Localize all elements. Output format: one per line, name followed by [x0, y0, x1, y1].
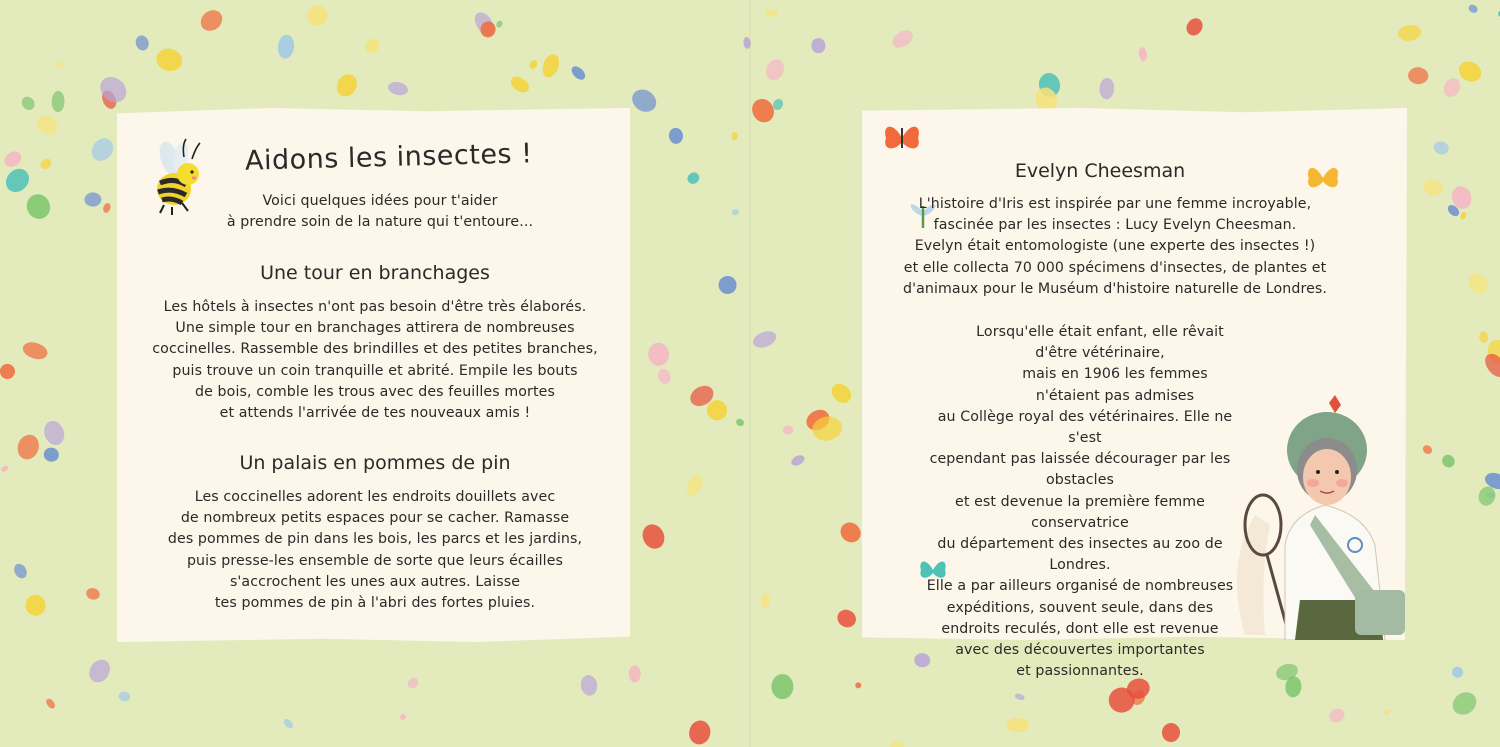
- insect-decoration: [50, 90, 66, 113]
- insect-decoration: [35, 114, 57, 137]
- insect-decoration: [1423, 445, 1432, 454]
- body-line: Lorsqu'elle était enfant, elle rêvait d'être vétérinaire,: [976, 324, 1224, 362]
- insect-decoration: [118, 690, 132, 704]
- intro-text: [190, 191, 570, 233]
- insect-decoration: [1, 164, 33, 196]
- section-body: [140, 487, 610, 614]
- insect-decoration: [39, 158, 52, 170]
- body-line: d'animaux pour le Muséum d'histoire naturelle de Londres.: [902, 280, 1328, 297]
- body-line: et est devenue la première femme conservatrice: [954, 493, 1206, 531]
- insect-decoration: [154, 46, 185, 75]
- insect-decoration: [1284, 676, 1301, 698]
- body-line: L'histoire d'Iris est inspirée par une femme incroyable,: [918, 196, 1312, 212]
- insect-decoration: [0, 361, 18, 382]
- body-line: endroits reculés, dont elle est revenue: [941, 620, 1219, 637]
- insect-decoration: [1451, 691, 1477, 717]
- body-line: mais en 1906 les femmes n'étaient pas admises: [1022, 366, 1208, 404]
- insect-decoration: [45, 697, 57, 710]
- insect-decoration: [43, 447, 60, 463]
- insect-decoration: [15, 433, 42, 461]
- insect-decoration: [399, 713, 407, 721]
- section-body: [140, 297, 610, 424]
- body-line: Evelyn était entomologiste (une experte des insectes !): [914, 238, 1316, 255]
- insect-decoration: [758, 593, 772, 610]
- insect-decoration: [1184, 16, 1207, 40]
- insect-decoration: [764, 7, 779, 18]
- insect-decoration: [101, 201, 112, 213]
- insect-decoration: [495, 19, 505, 28]
- biography-paragraph-2: [920, 322, 1240, 682]
- body-line: cependant pas laissée décourager par les obstacles: [929, 451, 1231, 489]
- insect-decoration: [579, 673, 600, 696]
- body-line: de nombreux petits espaces pour se cacher. Ramasse: [180, 510, 570, 527]
- insect-decoration: [734, 417, 745, 427]
- body-line: avec des découvertes importantes: [955, 642, 1205, 659]
- insect-decoration: [55, 60, 64, 69]
- insect-decoration: [1014, 692, 1025, 702]
- body-line: fascinée par les insectes : Lucy Evelyn Cheesman.: [933, 217, 1297, 234]
- insect-decoration: [1459, 211, 1467, 221]
- insect-decoration: [686, 170, 702, 186]
- insect-decoration: [13, 562, 28, 579]
- insect-decoration: [828, 380, 855, 407]
- body-line: expéditions, souvent seule, dans des: [946, 599, 1214, 616]
- insect-decoration: [85, 586, 101, 600]
- body-line: des pommes de pin dans les bois, les parcs et les jardins,: [167, 531, 583, 548]
- insect-decoration: [765, 59, 783, 80]
- insect-decoration: [82, 189, 103, 210]
- body-line: Une simple tour en branchages attirera de nombreuses: [175, 320, 575, 337]
- body-line: Elle a par ailleurs organisé de nombreuses: [926, 578, 1234, 595]
- body-line: au Collège royal des vétérinaires. Elle ne s'est: [937, 408, 1233, 447]
- insect-decoration: [686, 719, 712, 747]
- insect-decoration: [21, 97, 36, 111]
- body-line: tes pommes de pin à l'abri des fortes pluies.: [214, 595, 536, 612]
- insect-decoration: [772, 674, 794, 699]
- section-heading: Un palais en pommes de pin: [239, 452, 511, 474]
- book-gutter: [749, 0, 751, 747]
- insect-decoration: [21, 339, 50, 364]
- insect-decoration: [811, 38, 825, 54]
- insect-decoration: [1479, 331, 1489, 343]
- body-line: Les coccinelles adorent les endroits douillets avec: [194, 489, 556, 505]
- insect-decoration: [629, 85, 659, 116]
- biography-paragraph-1: [895, 194, 1335, 300]
- intro-line: à prendre soin de la nature qui t'entoure...: [226, 214, 534, 231]
- insect-decoration: [647, 341, 671, 367]
- insect-decoration: [730, 131, 739, 141]
- insect-decoration: [1443, 77, 1461, 97]
- insect-decoration: [628, 665, 640, 682]
- body-line: et passionnantes.: [1016, 663, 1144, 680]
- insect-decoration: [1327, 706, 1346, 726]
- insect-decoration: [891, 29, 917, 50]
- intro-line: Voici quelques idées pour t'aider: [262, 193, 498, 209]
- insect-decoration: [1, 465, 10, 473]
- insect-decoration: [39, 417, 70, 448]
- insect-decoration: [773, 99, 783, 110]
- insect-decoration: [362, 36, 382, 56]
- evelyn-cheesman-portrait: [1215, 395, 1410, 640]
- insect-decoration: [87, 136, 116, 164]
- section-heading: Evelyn Cheesman: [1014, 160, 1186, 182]
- insect-decoration: [658, 369, 672, 385]
- insect-decoration: [789, 453, 805, 468]
- page-title: Aidons les insectes !: [244, 138, 533, 177]
- yellow-butterfly-icon: [1305, 162, 1341, 194]
- insect-decoration: [387, 78, 411, 98]
- insect-decoration: [836, 518, 865, 546]
- insect-decoration: [282, 717, 294, 730]
- insect-decoration: [1497, 9, 1500, 18]
- insect-decoration: [1482, 350, 1500, 381]
- insect-decoration: [508, 74, 531, 96]
- insect-decoration: [1469, 273, 1488, 294]
- insect-decoration: [540, 52, 562, 79]
- butterfly-icon: [882, 120, 922, 156]
- insect-decoration: [407, 677, 419, 690]
- insect-decoration: [834, 606, 859, 630]
- insect-decoration: [88, 659, 110, 684]
- insect-decoration: [333, 70, 361, 100]
- section-heading: Une tour en branchages: [260, 262, 490, 284]
- insect-decoration: [1162, 722, 1182, 743]
- insect-decoration: [1097, 76, 1117, 101]
- insect-decoration: [668, 127, 683, 144]
- insect-decoration: [1384, 709, 1390, 714]
- insect-decoration: [305, 2, 331, 29]
- insect-decoration: [1451, 666, 1464, 679]
- body-line: puis presse-les ensemble de sorte que leurs écailles: [186, 552, 564, 569]
- insect-decoration: [1455, 58, 1484, 86]
- body-line: s'accrochent les unes aux autres. Laisse: [229, 573, 521, 590]
- body-line: Les hôtels à insectes n'ont pas besoin d'être très élaborés.: [163, 299, 587, 315]
- insect-decoration: [683, 472, 707, 498]
- body-line: de bois, comble les trous avec des feuilles mortes: [195, 383, 555, 400]
- insect-decoration: [752, 329, 778, 348]
- insect-decoration: [748, 95, 778, 126]
- insect-decoration: [528, 59, 538, 70]
- body-line: du département des insectes au zoo de Londres.: [937, 536, 1223, 574]
- insect-decoration: [277, 34, 295, 59]
- insect-decoration: [1420, 175, 1447, 201]
- insect-decoration: [133, 33, 152, 52]
- insect-decoration: [1006, 717, 1030, 732]
- insect-decoration: [888, 739, 905, 747]
- insect-decoration: [1137, 46, 1147, 61]
- insect-decoration: [1431, 139, 1451, 159]
- insect-decoration: [1397, 24, 1421, 42]
- insect-decoration: [2, 148, 25, 170]
- insect-decoration: [718, 275, 737, 295]
- insect-decoration: [731, 208, 739, 216]
- insect-decoration: [1405, 63, 1431, 89]
- body-line: et attends l'arrivée de tes nouveaux amis !: [219, 405, 531, 422]
- insect-decoration: [199, 8, 222, 31]
- insect-decoration: [854, 681, 863, 690]
- insect-decoration: [1440, 452, 1457, 469]
- insect-decoration: [569, 63, 588, 81]
- insect-decoration: [23, 593, 47, 617]
- body-line: puis trouve un coin tranquille et abrité. Empile les bouts: [172, 362, 578, 379]
- insect-decoration: [1467, 4, 1477, 13]
- body-line: et elle collecta 70 000 spécimens d'insectes, de plantes et: [903, 259, 1327, 276]
- insect-decoration: [781, 423, 795, 437]
- body-line: coccinelles. Rassemble des brindilles et des petites branches,: [152, 341, 598, 358]
- insect-decoration: [23, 190, 54, 223]
- insect-decoration: [639, 520, 669, 552]
